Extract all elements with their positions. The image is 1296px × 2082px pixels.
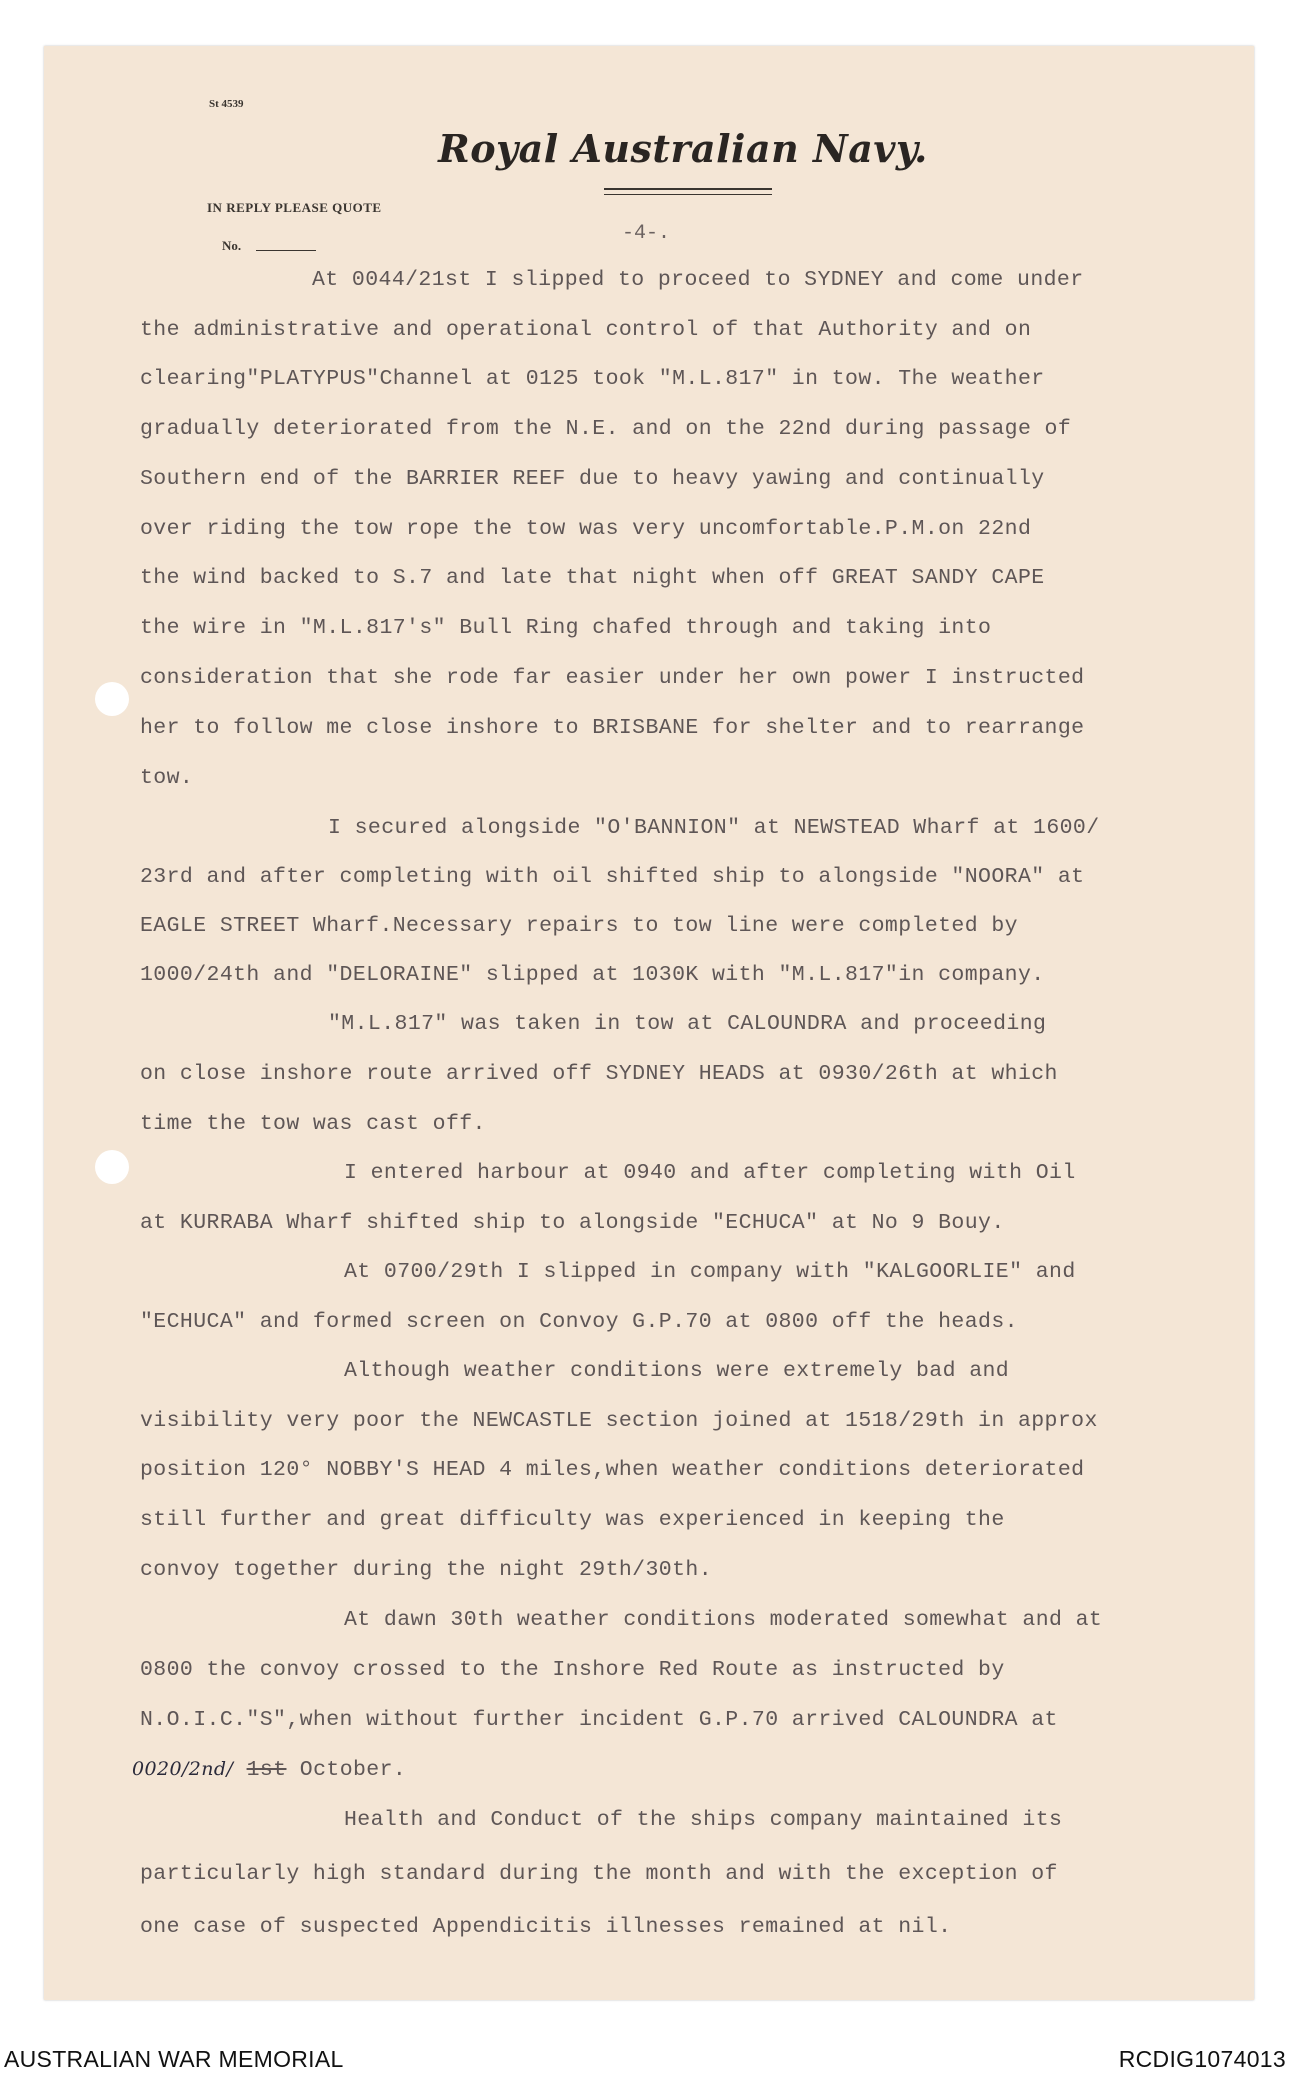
body-line: At 0700/29th I slipped in company with "KALGOORLIE" and — [344, 1260, 1076, 1284]
body-line: time the tow was cast off. — [140, 1112, 486, 1136]
body-line-tail: October. — [286, 1758, 407, 1782]
letterhead-title: Royal Australian Navy. — [438, 126, 928, 171]
body-line: one case of suspected Appendicitis illnesses remained at nil. — [140, 1915, 952, 1939]
body-line: I secured alongside "O'BANNION" at NEWSTEAD Wharf at 1600/ — [328, 816, 1100, 840]
body-line: the wire in "M.L.817's" Bull Ring chafed through and taking into — [140, 616, 992, 640]
handwritten-correction: 0020/2nd/ — [132, 1758, 234, 1780]
body-line: At 0044/21st I slipped to proceed to SYDNEY and come under — [312, 268, 1084, 292]
body-line: consideration that she rode far easier under her own power I instructed — [140, 666, 1085, 690]
page-number: -4-. — [622, 222, 671, 245]
body-line: at KURRABA Wharf shifted ship to alongside "ECHUCA" at No 9 Bouy. — [140, 1211, 1005, 1235]
struck-text: 1st — [246, 1758, 287, 1782]
body-line: particularly high standard during the month and with the exception of — [140, 1862, 1058, 1886]
letterhead-rule — [604, 194, 772, 195]
body-line: I entered harbour at 0940 and after completing with Oil — [344, 1161, 1076, 1185]
body-line: Although weather conditions were extremely bad and — [344, 1359, 1010, 1383]
body-line: position 120° NOBBY'S HEAD 4 miles,when weather conditions deteriorated — [140, 1458, 1085, 1482]
body-line: "M.L.817" was taken in tow at CALOUNDRA and proceeding — [328, 1012, 1047, 1036]
body-line: 0800 the convoy crossed to the Inshore Red Route as instructed by — [140, 1658, 1005, 1682]
punch-hole — [95, 682, 129, 716]
reply-quote-label: IN REPLY PLEASE QUOTE — [207, 200, 382, 215]
body-line: EAGLE STREET Wharf.Necessary repairs to tow line were completed by — [140, 914, 1018, 938]
body-line: over riding the tow rope the tow was very uncomfortable.P.M.on 22nd — [140, 517, 1032, 541]
body-line: "ECHUCA" and formed screen on Convoy G.P.70 at 0800 off the heads. — [140, 1310, 1018, 1334]
letterhead — [0, 126, 1296, 171]
body-line: still further and great difficulty was experienced in keeping the — [140, 1508, 1005, 1532]
punch-hole — [95, 1150, 129, 1184]
body-line: 23rd and after completing with oil shifted ship to alongside "NOORA" at — [140, 865, 1085, 889]
body-line: the administrative and operational control of that Authority and on — [140, 318, 1032, 342]
form-number: St 4539 — [209, 98, 244, 110]
footer-source: AUSTRALIAN WAR MEMORIAL — [4, 2046, 344, 2072]
body-line: Southern end of the BARRIER REEF due to heavy yawing and continually — [140, 467, 1045, 491]
reply-no-label: No. — [222, 238, 242, 253]
body-line-with-correction — [132, 1758, 406, 1782]
body-line: tow. — [140, 766, 194, 790]
body-line: the wind backed to S.7 and late that night when off GREAT SANDY CAPE — [140, 566, 1045, 590]
body-line: her to follow me close inshore to BRISBANE for shelter and to rearrange — [140, 716, 1085, 740]
body-line: N.O.I.C."S",when without further incident G.P.70 arrived CALOUNDRA at — [140, 1708, 1058, 1732]
body-line: 1000/24th and "DELORAINE" slipped at 1030K with "M.L.817"in company. — [140, 963, 1045, 987]
footer-id: RCDIG1074013 — [1118, 2046, 1286, 2072]
body-line: convoy together during the night 29th/30th. — [140, 1558, 712, 1582]
reply-no-line — [256, 250, 316, 251]
body-line: visibility very poor the NEWCASTLE section joined at 1518/29th in approx — [140, 1409, 1098, 1433]
body-line: At dawn 30th weather conditions moderated somewhat and at — [344, 1608, 1103, 1632]
body-line: Health and Conduct of the ships company maintained its — [344, 1808, 1063, 1832]
letterhead-rule — [604, 188, 772, 190]
body-line: clearing"PLATYPUS"Channel at 0125 took "M.L.817" in tow. The weather — [140, 367, 1045, 391]
body-line: gradually deteriorated from the N.E. and on the 22nd during passage of — [140, 417, 1072, 441]
body-line: on close inshore route arrived off SYDNEY HEADS at 0930/26th at which — [140, 1062, 1058, 1086]
